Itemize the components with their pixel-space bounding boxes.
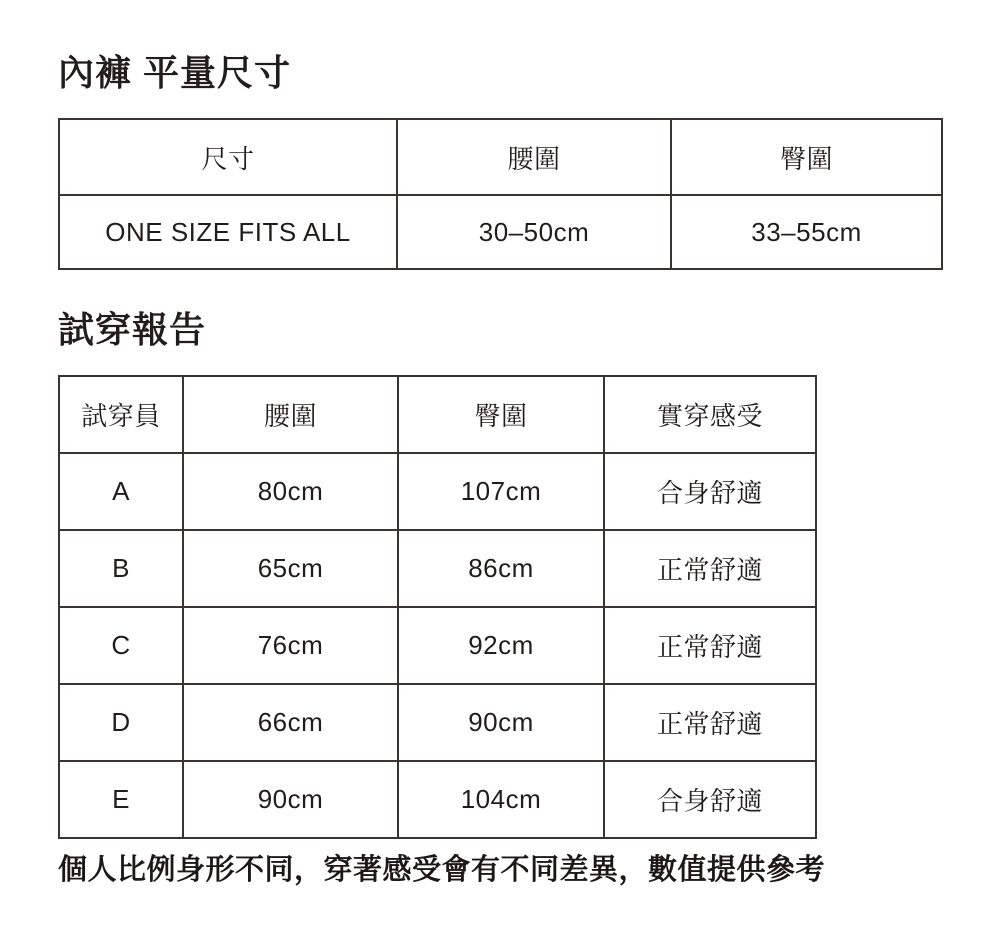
size-table-header-row [59, 119, 942, 195]
table-cell-waist: 76cm [183, 607, 398, 684]
size-table-cell-size: ONE SIZE FITS ALL [59, 195, 397, 269]
fitting-table-header-hip: 臀圍 [398, 376, 604, 453]
table-cell-waist: 90cm [183, 761, 398, 838]
fitting-table-row-a [59, 453, 816, 530]
table-cell-tester: E [59, 761, 183, 838]
disclaimer-note: 個人比例身形不同，穿著感受會有不同差異，數值提供參考 [58, 854, 826, 886]
table-cell-feel: 合身舒適 [604, 761, 816, 838]
fitting-table-header-waist: 腰圍 [183, 376, 398, 453]
size-table [58, 118, 943, 270]
table-cell-hip: 92cm [398, 607, 604, 684]
size-table-header-waist: 腰圍 [397, 119, 671, 195]
table-cell-hip: 86cm [398, 530, 604, 607]
table-cell-feel: 正常舒適 [604, 607, 816, 684]
table-cell-waist: 80cm [183, 453, 398, 530]
table-cell-tester: B [59, 530, 183, 607]
table-cell-feel: 正常舒適 [604, 684, 816, 761]
table-cell-hip: 90cm [398, 684, 604, 761]
table-cell-hip: 104cm [398, 761, 604, 838]
table-cell-tester: D [59, 684, 183, 761]
size-table-row [59, 195, 942, 269]
fitting-table [58, 375, 817, 839]
table-cell-tester: A [59, 453, 183, 530]
table-cell-feel: 正常舒適 [604, 530, 816, 607]
table-cell-waist: 65cm [183, 530, 398, 607]
fitting-section-title: 試穿報告 [58, 309, 207, 350]
table-cell-feel: 合身舒適 [604, 453, 816, 530]
fitting-table-row-b [59, 530, 816, 607]
fitting-table-header-row [59, 376, 816, 453]
size-table-cell-hip: 33–55cm [671, 195, 942, 269]
table-cell-waist: 66cm [183, 684, 398, 761]
fitting-table-header-feel: 實穿感受 [604, 376, 816, 453]
fitting-table-header-tester: 試穿員 [59, 376, 183, 453]
size-section-title: 內褲 平量尺寸 [58, 52, 292, 93]
fitting-table-row-d [59, 684, 816, 761]
size-table-cell-waist: 30–50cm [397, 195, 671, 269]
size-table-header-hip: 臀圍 [671, 119, 942, 195]
table-cell-hip: 107cm [398, 453, 604, 530]
table-cell-tester: C [59, 607, 183, 684]
fitting-table-row-e [59, 761, 816, 838]
size-table-header-size: 尺寸 [59, 119, 397, 195]
fitting-table-row-c [59, 607, 816, 684]
